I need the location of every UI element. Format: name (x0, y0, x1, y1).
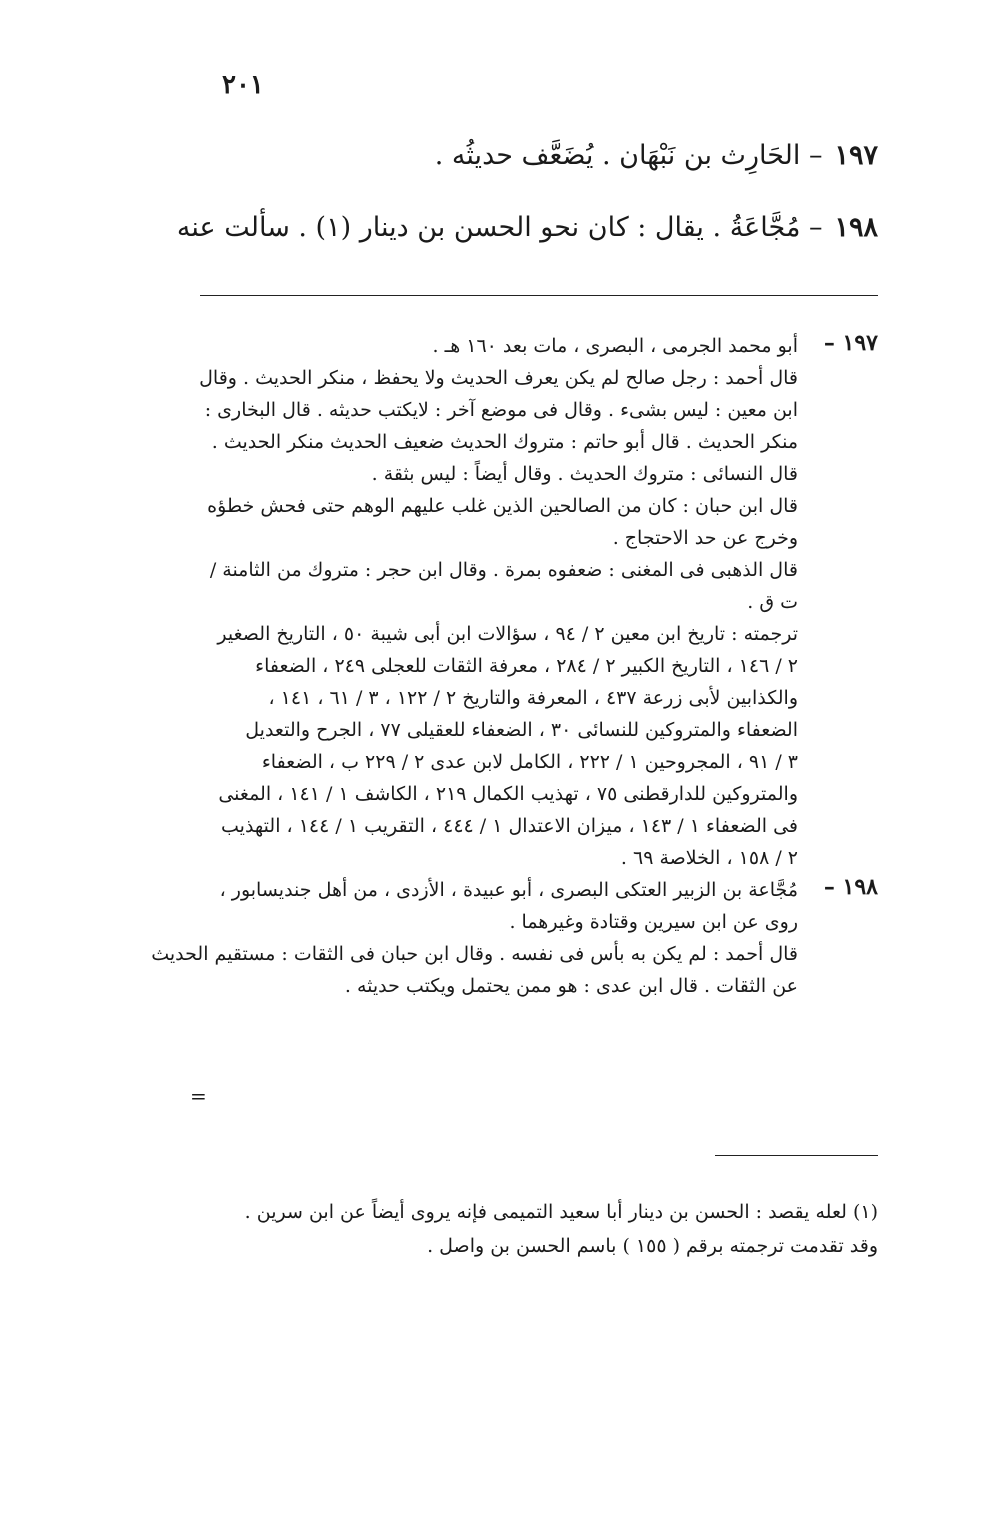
note-number: ١٩٧ – (823, 330, 878, 356)
note-line: وخرج عن حد الاحتجاج . (612, 527, 798, 549)
notes-section (151, 330, 878, 1002)
note-line: قال الذهبى فى المغنى : ضعفوه بمرة . وقال ابن حجر : متروك من الثامنة / (209, 559, 798, 581)
note-line: ابن معين : ليس بشىء . وقال فى موضع آخر : لايكتب حديثه . قال البخارى : (204, 399, 798, 421)
note-line: روى عن ابن سيرين وقتادة وغيرهما . (509, 911, 798, 933)
note-line: ٢ / ١٥٨ ، الخلاصة ٦٩ . (620, 847, 798, 869)
footnote-line: (١) لعله يقصد : الحسن بن دينار أبا سعيد التميمى فإنه يروى أيضاً عن ابن سرين . (244, 1201, 878, 1223)
entry-text: – مُجَّاعَةُ . يقال : كان نحو الحسن بن دينار (١) . سألت عنه (176, 212, 823, 243)
note-197 (185, 330, 878, 874)
entry-number: ١٩٨ (834, 212, 878, 243)
note-line: عن الثقات . قال ابن عدى : هو ممن يحتمل ويكتب حديثه . (344, 975, 798, 997)
note-line: الضعفاء والمتروكين للنسائى ٣٠ ، الضعفاء للعقيلى ٧٧ ، الجرح والتعديل (245, 719, 798, 741)
page-number: ٢٠١ (222, 70, 264, 100)
note-line: قال ابن حبان : كان من الصالحين الذين غلب عليهم الوهم حتى فحش خطؤه (207, 495, 798, 517)
note-line: والمتروكين للدارقطنى ٧٥ ، تهذيب الكمال ٢١٩ ، الكاشف ١ / ١٤١ ، المغنى (218, 783, 798, 805)
footnote (140, 1195, 878, 1263)
note-line: منكر الحديث . قال أبو حاتم : متروك الحديث ضعيف الحديث منكر الحديث . (211, 431, 798, 453)
note-line: ٢ / ١٤٦ ، التاريخ الكبير ٢ / ٢٨٤ ، معرفة الثقات للعجلى ٢٤٩ ، الضعفاء (255, 655, 798, 677)
footnote-line: وقد تقدمت ترجمته برقم ( ١٥٥ ) باسم الحسن بن واصل . (427, 1235, 878, 1257)
note-line: ت ق . (747, 591, 798, 613)
note-line: ٣ / ٩١ ، المجروحين ١ / ٢٢٢ ، الكامل لابن عدى ٢ / ٢٢٩ ب ، الضعفاء (261, 751, 798, 773)
entry-text: – الحَارِث بن نَبْهَان . يُضَعَّف حديثُه . (434, 140, 823, 171)
note-line: قال أحمد : لم يكن به بأس فى نفسه . وقال ابن حبان فى الثقات : مستقيم الحديث (151, 943, 798, 965)
main-entry-198 (176, 212, 878, 243)
main-entry-197 (185, 140, 878, 171)
footnote-separator-rule (715, 1155, 878, 1156)
note-line: أبو محمد الجرمى ، البصرى ، مات بعد ١٦٠ هـ . (432, 335, 798, 357)
note-line: والكذابين لأبى زرعة ٤٣٧ ، المعرفة والتاريخ ٢ / ١٢٢ ، ٣ / ٦١ ، ١٤١ ، (268, 687, 798, 709)
note-line: فى الضعفاء ١ / ١٤٣ ، ميزان الاعتدال ١ / ٤٤٤ ، التقريب ١ / ١٤٤ ، التهذيب (221, 815, 798, 837)
note-198 (151, 874, 878, 1002)
note-line: مُجَّاعة بن الزبير العتكى البصرى ، أبو عبيدة ، الأزدى ، من أهل جنديسابور ، (219, 879, 798, 901)
note-line: قال أحمد : رجل صالح لم يكن يعرف الحديث ولا يحفظ ، منكر الحديث . وقال (199, 367, 798, 389)
notes-separator-rule (200, 295, 878, 296)
note-line: قال النسائى : متروك الحديث . وقال أيضاً : ليس بثقة . (371, 463, 798, 485)
note-number: ١٩٨ – (823, 874, 878, 900)
note-line: ترجمته : تاريخ ابن معين ٢ / ٩٤ ، سؤالات ابن أبى شيبة ٥٠ ، التاريخ الصغير (217, 623, 798, 645)
entry-number: ١٩٧ (834, 140, 878, 171)
continuation-mark: = (190, 1084, 207, 1108)
